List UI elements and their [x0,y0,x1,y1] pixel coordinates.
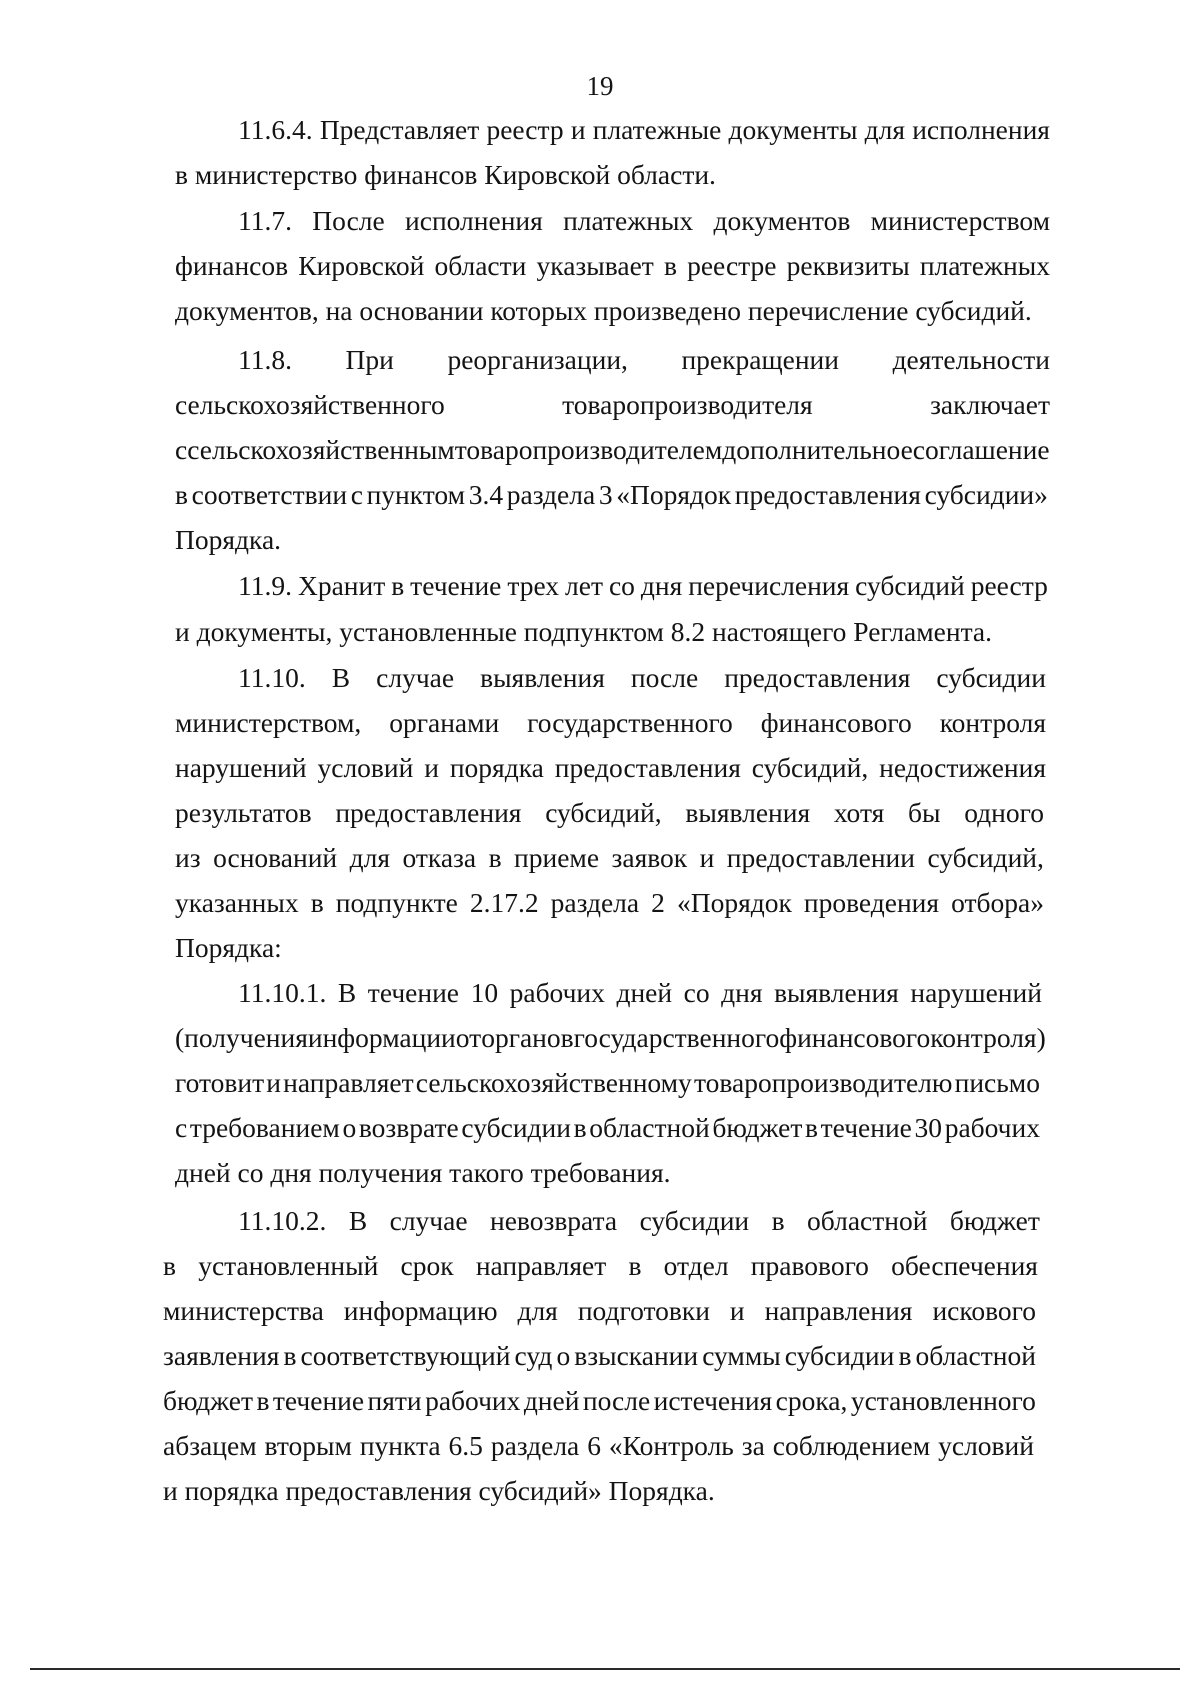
text-line [175,795,1044,831]
word: заявок [611,842,688,873]
word: контроля [939,707,1046,738]
word: соблюдением [772,1430,931,1461]
word: и [699,842,715,873]
word: раздела [506,479,596,510]
word: в [391,570,405,601]
word: приеме [514,842,600,873]
word: соответствующий [300,1340,511,1371]
word: (получения [175,1022,308,1053]
word: одного [964,797,1044,828]
word: реорганизации, [447,344,628,375]
word: в [771,1205,785,1236]
word: 11.10.1. [238,977,327,1008]
word: подпункте [335,887,458,918]
word: Представляет [319,114,480,145]
word: 11.8. [238,344,292,375]
word: сельскохозяйственному [415,1067,692,1098]
word: 11.7. [238,205,292,236]
word: предоставления [554,752,741,783]
word: пунктом [366,479,466,510]
word: реестр [970,570,1048,601]
text-line [175,705,1046,741]
word: министерством [870,205,1050,236]
word: с [175,1112,188,1143]
word: товаропроизводителем [454,434,723,465]
word: в [256,1385,270,1416]
word: бюджет [712,1112,803,1143]
word: установленного [850,1385,1036,1416]
word: предоставлении [726,842,915,873]
word: сельскохозяйственного [175,389,445,420]
word: субсидий, [751,752,869,783]
word: из [175,842,201,873]
word: за [741,1430,765,1461]
text-line: Порядка: [175,932,282,963]
word: предоставления [724,662,911,693]
word: со [608,570,635,601]
word: документы [728,114,858,145]
word: субсидий, [927,842,1044,873]
word: субсидии [784,1340,895,1371]
word: течение [367,977,460,1008]
word: прекращении [681,344,839,375]
word: 11.10. [238,662,306,693]
word: государственного [527,707,733,738]
word: министерством, [175,707,362,738]
word: 3 [598,479,613,510]
word: После [312,205,385,236]
text-line [175,750,1046,786]
word: искового [932,1295,1036,1326]
text-line [175,1020,1046,1056]
word: 6.5 [448,1430,483,1461]
word: в [898,1340,912,1371]
word: и [424,752,439,783]
bottom-divider [30,1668,1180,1670]
word: условий [938,1430,1034,1461]
word: и [570,114,586,145]
word: субсидий, [545,797,662,828]
word: течение [410,570,502,601]
word: со [683,977,710,1008]
word: исполнения [405,205,543,236]
word: информации [307,1022,456,1053]
word: суммы [702,1340,781,1371]
word: пункта [359,1430,441,1461]
word: «Контроль [608,1430,734,1461]
word: дня [640,570,683,601]
word: реквизиты [786,250,910,281]
word: нарушений [175,752,307,783]
word: 11.6.4. [238,114,313,145]
word: В [331,662,351,693]
word: о [342,1112,357,1143]
word: истечения [653,1385,773,1416]
word: рабочих [425,1385,521,1416]
word: исполнения [912,114,1050,145]
word: 3.4 [468,479,504,510]
text-line: и документы, установленные подпунктом 8.2 настоящего Регламента. [175,616,993,647]
word: требованием [189,1112,340,1143]
word: финансов [175,250,289,281]
word: возврате [358,1112,459,1143]
text-line: и порядка предоставления субсидий» Порядка. [163,1475,715,1506]
word: лет [565,570,603,601]
word: в [805,1112,818,1143]
word: бюджет [949,1205,1040,1236]
word: 2 [651,887,665,918]
word: для [349,842,390,873]
word: областной [589,1112,710,1143]
word: правового [750,1250,869,1281]
word: государственного [573,1022,780,1053]
word: бы [908,797,941,828]
text-line [238,1203,1040,1239]
text-line [163,1248,1038,1284]
word: и [266,1067,281,1098]
word: дней [523,1385,580,1416]
text-line: в министерство финансов Кировской области. [175,159,716,190]
text-line [238,975,1042,1011]
word: направления [764,1295,913,1326]
text-line [238,660,1046,696]
word: органами [389,707,500,738]
word: реестре [687,250,777,281]
word: абзацем [163,1430,257,1461]
word: направляет [475,1250,607,1281]
word: готовит [175,1067,265,1098]
word: перечисления [688,570,850,601]
text-line [175,1110,1040,1146]
word: документов [713,205,851,236]
text-line [163,1428,1034,1464]
text-line [175,840,1044,876]
text-line [175,432,1048,468]
word: оснований [213,842,338,873]
word: областной [915,1340,1036,1371]
word: области [434,250,527,281]
word: 2.17.2 [469,887,539,918]
word: министерства [163,1295,324,1326]
word: Хранит [297,570,386,601]
word: течение [820,1112,912,1143]
word: финансового [760,707,912,738]
word: контроля) [930,1022,1046,1053]
word: раздела [490,1430,580,1461]
word: в [488,842,502,873]
word: в [310,887,324,918]
page-number: 19 [586,71,614,101]
word: заключает [930,389,1050,420]
word: недостижения [879,752,1046,783]
word: соглашение [912,434,1050,465]
word: хотя [833,797,885,828]
word: органов [481,1022,574,1053]
word: 30 [914,1112,943,1143]
word: бюджет [163,1385,253,1416]
word: в [573,1112,587,1143]
word: 10 [470,977,499,1008]
word: проведения [803,887,940,918]
word: платежных [563,205,694,236]
word: 6 [587,1430,601,1461]
word: субсидий [855,570,965,601]
word: случае [389,1205,468,1236]
word: для [517,1295,558,1326]
word: случае [376,662,455,693]
word: субсидии» [924,479,1048,510]
word: письмо [954,1067,1040,1098]
word: выявления [480,662,605,693]
word: 11.9. [238,570,292,601]
word: сельскохозяйственным [187,434,455,465]
word: отказа [402,842,477,873]
text-line: дней со дня получения такого требования. [175,1157,671,1188]
word: невозврата [489,1205,618,1236]
word: нарушений [910,977,1042,1008]
word: «Порядок [676,887,792,918]
text-line [238,568,1048,604]
word: выявления [685,797,811,828]
word: указанных [175,887,299,918]
word: течение [272,1385,365,1416]
word: порядка [449,752,544,783]
word: в [663,250,677,281]
word: срока, [775,1385,848,1416]
word: предоставления [335,797,522,828]
word: трех [507,570,560,601]
text-line [175,1065,1040,1101]
text-line: документов, на основании которых произведено перечисление субсидий. [175,295,1032,326]
word: товаропроизводителя [562,389,813,420]
word: При [345,344,394,375]
word: с [175,434,188,465]
word: рабочих [509,977,605,1008]
word: отбора» [951,887,1044,918]
text-line [238,112,1050,148]
word: дня [721,977,763,1008]
word: от [455,1022,482,1053]
text-line [175,248,1050,284]
word: установленный [198,1250,379,1281]
word: срок [400,1250,454,1281]
word: в [175,479,188,510]
word: после [582,1385,651,1416]
word: дней [616,977,673,1008]
word: информацию [343,1295,498,1326]
word: отдел [663,1250,729,1281]
word: вторым [264,1430,352,1461]
word: направляет [283,1067,414,1098]
word: раздела [550,887,640,918]
word: условий [317,752,414,783]
word: финансового [779,1022,931,1053]
word: деятельности [892,344,1050,375]
text-line [163,1338,1036,1374]
word: соответствии [191,479,348,510]
word: В [337,977,357,1008]
word: выявления [774,977,899,1008]
text-line [163,1293,1036,1329]
word: субсидии [639,1205,750,1236]
word: платежные [592,114,722,145]
word: взыскании [574,1340,699,1371]
word: платежных [919,250,1050,281]
word: обеспечения [891,1250,1038,1281]
word: в [163,1250,176,1281]
word: в [283,1340,297,1371]
text-line [238,342,1050,378]
word: Кировской [298,250,425,281]
word: «Порядок [616,479,732,510]
word: В [348,1205,368,1236]
text-line [175,477,1048,513]
word: пяти [367,1385,422,1416]
word: 11.10.2. [238,1205,327,1236]
word: дополнительное [722,434,913,465]
text-line [175,885,1044,921]
word: предоставления [734,479,921,510]
word: после [630,662,699,693]
word: с [350,479,363,510]
word: суд [514,1340,553,1371]
word: указывает [536,250,654,281]
word: субсидии [936,662,1046,693]
word: и [729,1295,745,1326]
word: областной [807,1205,928,1236]
word: заявления [163,1340,280,1371]
word: рабочих [944,1112,1040,1143]
word: для [864,114,905,145]
word: в [628,1250,642,1281]
word: подготовки [577,1295,710,1326]
word: субсидии [461,1112,571,1143]
text-line [163,1383,1036,1419]
word: о [556,1340,571,1371]
word: товаропроизводителю [693,1067,953,1098]
word: реестр [486,114,564,145]
word: результатов [175,797,312,828]
text-line [175,387,1050,423]
text-line: Порядка. [175,524,282,555]
text-line [238,203,1050,239]
